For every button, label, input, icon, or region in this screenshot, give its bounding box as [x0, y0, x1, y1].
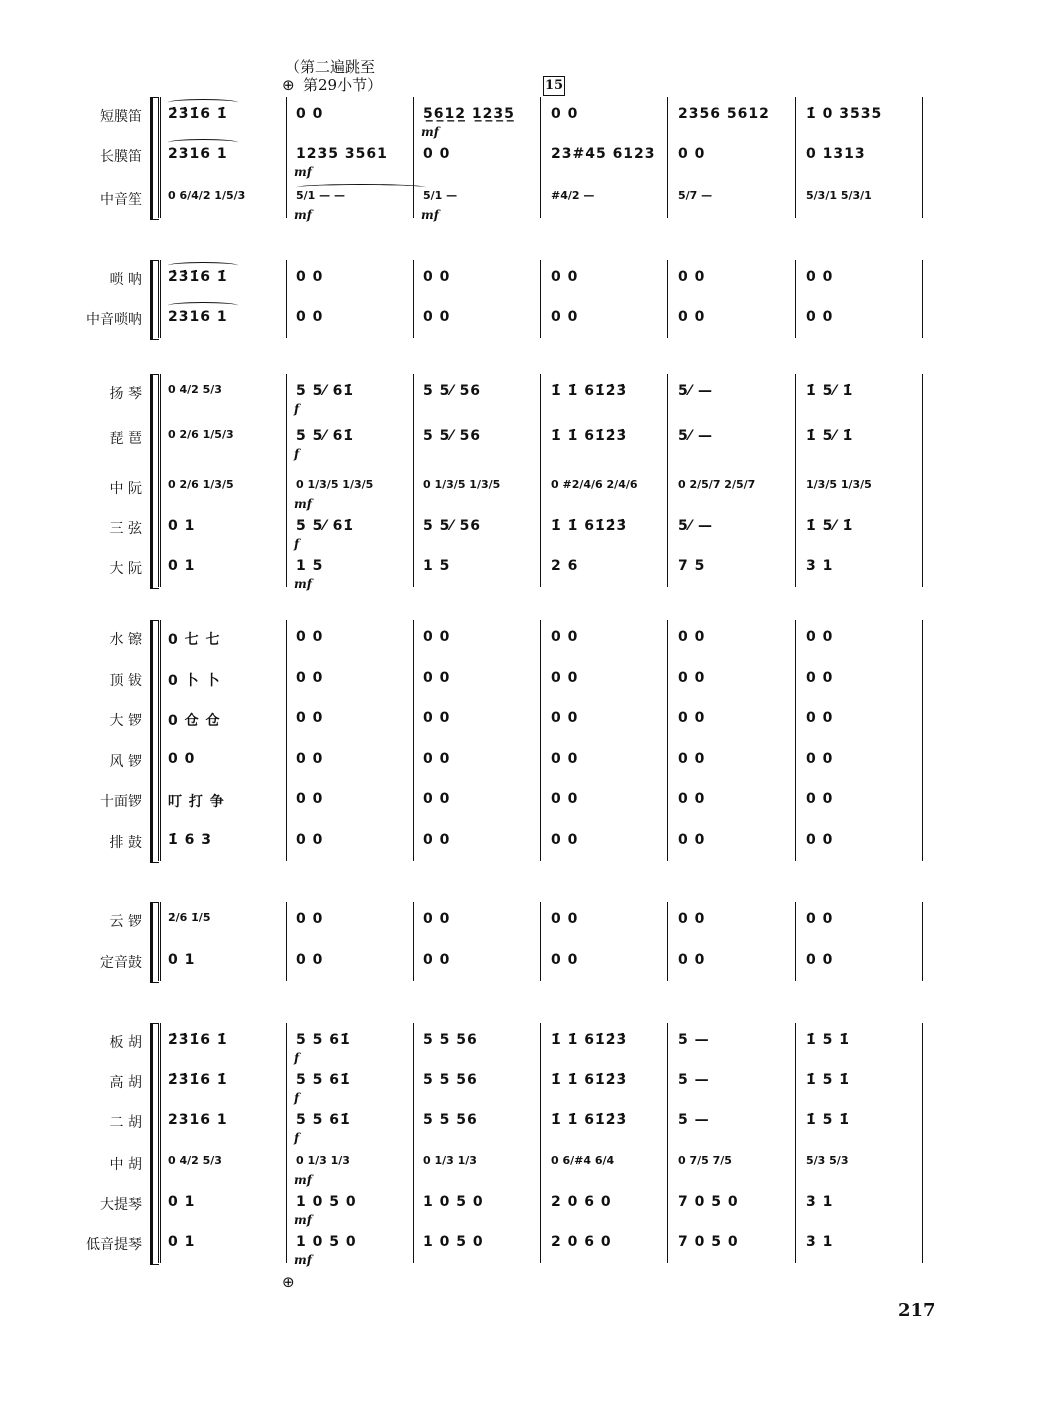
- measure-cell: 0 0: [423, 629, 451, 645]
- measure-cell: 0 1/3/5 1/3/5: [296, 478, 374, 491]
- dynamic-mark: mf: [294, 208, 312, 222]
- barline: [413, 1023, 414, 1263]
- instrument-name: 板 胡: [109, 1035, 142, 1051]
- page-number: 217: [898, 1300, 936, 1321]
- group-brace-line: [158, 260, 159, 338]
- instrument-name: 中音笙: [100, 192, 142, 208]
- measure-cell: 5 5⁄ 61̇: [296, 428, 355, 444]
- barline: [160, 260, 161, 338]
- barline: [922, 374, 923, 587]
- measure-cell: 0 1: [168, 1234, 196, 1250]
- measure-cell: 7 0 5 0: [678, 1234, 739, 1250]
- measure-cell: 5 —: [678, 1112, 710, 1128]
- measure-cell: 1̇ 1̇ 61̇2̇3̇: [551, 1112, 628, 1128]
- measure-cell: 5/3/1 5/3/1: [806, 189, 872, 202]
- barline: [795, 1023, 796, 1263]
- measure-cell: 3 1: [806, 558, 834, 574]
- measure-cell: 0 0: [296, 670, 324, 686]
- rehearsal-mark: 15: [543, 76, 565, 96]
- measure-cell: 0 0: [423, 952, 451, 968]
- barline: [795, 620, 796, 861]
- barline: [286, 260, 287, 338]
- measure-cell: 0 1/3/5 1/3/5: [423, 478, 501, 491]
- instrument-name: 风 锣: [109, 754, 142, 770]
- measure-cell: 0 0: [423, 710, 451, 726]
- jump-note-line2: 第29小节）: [303, 76, 383, 94]
- barline: [922, 620, 923, 861]
- measure-cell: 1̇ 5 1̇: [806, 1032, 850, 1048]
- measure-cell: 0 0: [806, 629, 834, 645]
- instrument-name: 三 弦: [109, 521, 142, 537]
- barline: [286, 374, 287, 587]
- measure-cell: 0 0: [678, 911, 706, 927]
- measure-cell: 0 0: [551, 751, 579, 767]
- measure-cell: 0 1: [168, 558, 196, 574]
- measure-cell: 5 5⁄ 56: [423, 428, 482, 444]
- measure-cell: 0 0: [423, 751, 451, 767]
- measure-cell: 1̇ 5 1̇: [806, 1112, 850, 1128]
- measure-cell: 0 1313: [806, 146, 866, 162]
- measure-cell: 1̇ 5⁄ 1̇: [806, 383, 854, 399]
- instrument-name: 定音鼓: [100, 955, 142, 971]
- instrument-name: 唢 呐: [109, 272, 142, 288]
- measure-cell: 5 —: [678, 1072, 710, 1088]
- measure-cell: 0 0: [423, 911, 451, 927]
- measure-cell: 1235 3561: [296, 146, 388, 162]
- measure-cell: #4/2 —: [551, 189, 595, 202]
- measure-cell: 5 5 61̇: [296, 1112, 351, 1128]
- measure-cell: 5 5 61̇: [296, 1032, 351, 1048]
- measure-cell: 3 1: [806, 1234, 834, 1250]
- measure-cell: 1̇ 1̇ 61̇2̇3̇: [551, 518, 628, 534]
- measure-cell: 0 2/6 1/5/3: [168, 428, 234, 441]
- measure-cell: 5⁄ —: [678, 518, 713, 534]
- measure-cell: 1 0 5 0: [296, 1194, 357, 1210]
- slur-mark: [168, 302, 238, 309]
- measure-cell: 1 0 5 0: [296, 1234, 357, 1250]
- measure-cell: 1̇ 5⁄ 1̇: [806, 428, 854, 444]
- measure-cell: 0 2/5/7 2/5/7: [678, 478, 756, 491]
- instrument-name: 中 阮: [109, 481, 142, 497]
- measure-cell: 0 0: [296, 751, 324, 767]
- instrument-name: 二 胡: [109, 1115, 142, 1131]
- measure-cell: 1̇ 1̇ 61̇2̇3̇: [551, 1072, 628, 1088]
- measure-cell: 0 0: [423, 269, 451, 285]
- measure-cell: 0 0: [678, 269, 706, 285]
- barline: [160, 374, 161, 587]
- dynamic-mark: f: [294, 402, 300, 416]
- measure-cell: 0 0: [806, 791, 834, 807]
- measure-cell: 5̲6̲1̲2̲ 1̲2̲3̲5̲: [423, 106, 515, 122]
- barline: [413, 620, 414, 861]
- measure-cell: 0 0: [551, 952, 579, 968]
- measure-cell: 0 4/2 5/3: [168, 1154, 222, 1167]
- measure-cell: 1 5: [296, 558, 324, 574]
- group-brace-line: [158, 374, 159, 587]
- measure-cell: 叮 打 争: [168, 794, 225, 810]
- measure-cell: 5 5 61̇: [296, 1072, 351, 1088]
- measure-cell: 7 0 5 0: [678, 1194, 739, 1210]
- measure-cell: 0 0: [423, 146, 451, 162]
- instrument-name: 中音唢呐: [86, 312, 142, 328]
- instrument-name: 大提琴: [100, 1197, 142, 1213]
- instrument-name: 水 镲: [109, 632, 142, 648]
- barline: [160, 97, 161, 218]
- measure-cell: 1̇ 5 1̇: [806, 1072, 850, 1088]
- measure-cell: 0 0: [678, 670, 706, 686]
- dynamic-mark: mf: [294, 1253, 312, 1267]
- group-brace-line: [158, 97, 159, 218]
- measure-cell: 0 0: [806, 269, 834, 285]
- measure-cell: 1̇ 6 3: [168, 832, 212, 848]
- measure-cell: 0 0: [551, 710, 579, 726]
- measure-cell: 5 5⁄ 61̇: [296, 518, 355, 534]
- dynamic-mark: f: [294, 1051, 300, 1065]
- dynamic-mark: mf: [294, 165, 312, 179]
- barline: [286, 97, 287, 218]
- group-brace-line: [158, 620, 159, 861]
- barline: [413, 260, 414, 338]
- instrument-name: 云 锣: [109, 914, 142, 930]
- measure-cell: 5 5 56: [423, 1072, 478, 1088]
- measure-cell: 1̇ 5⁄ 1̇: [806, 518, 854, 534]
- measure-cell: 0 0: [551, 832, 579, 848]
- measure-cell: 2̇3̇1̇6 1̇: [168, 1072, 228, 1088]
- measure-cell: 0 0: [296, 106, 324, 122]
- measure-cell: 0 0: [678, 952, 706, 968]
- measure-cell: 0 0: [296, 269, 324, 285]
- dynamic-mark: f: [294, 1131, 300, 1145]
- barline: [286, 1023, 287, 1263]
- measure-cell: 0 0: [551, 791, 579, 807]
- instrument-name: 扬 琴: [109, 386, 142, 402]
- measure-cell: 5⁄ —: [678, 428, 713, 444]
- measure-cell: 0 0: [806, 670, 834, 686]
- measure-cell: 1 5: [423, 558, 451, 574]
- measure-cell: 0 0: [678, 751, 706, 767]
- measure-cell: 5/1 — —: [296, 189, 345, 202]
- barline: [413, 374, 414, 587]
- instrument-name: 顶 钹: [109, 673, 142, 689]
- measure-cell: 2̇/6 1̇/5: [168, 911, 211, 924]
- barline: [667, 97, 668, 218]
- measure-cell: 5/7 —: [678, 189, 713, 202]
- measure-cell: 1/3/5 1/3/5: [806, 478, 872, 491]
- dynamic-mark: mf: [421, 208, 439, 222]
- group-brace-line: [158, 1023, 159, 1263]
- dynamic-mark: mf: [294, 1213, 312, 1227]
- measure-cell: 1̇ 0 3535: [806, 106, 883, 122]
- measure-cell: 2 0 6 0: [551, 1194, 612, 1210]
- measure-cell: 0 1: [168, 1194, 196, 1210]
- measure-cell: 2̇3̇1̇6 1̇: [168, 269, 228, 285]
- measure-cell: 1 0 5 0: [423, 1234, 484, 1250]
- dynamic-mark: f: [294, 1091, 300, 1105]
- measure-cell: 0 0: [423, 832, 451, 848]
- measure-cell: 2̇3̇1̇6 1̇: [168, 1032, 228, 1048]
- measure-cell: 0 0: [168, 751, 196, 767]
- instrument-name: 短膜笛: [100, 109, 142, 125]
- measure-cell: 2 6: [551, 558, 579, 574]
- barline: [922, 1023, 923, 1263]
- measure-cell: 3 1: [806, 1194, 834, 1210]
- instrument-name: 中 胡: [109, 1157, 142, 1173]
- jump-instruction: [285, 58, 382, 94]
- measure-cell: 0 0: [806, 911, 834, 927]
- instrument-name: 大 锣: [109, 713, 142, 729]
- barline: [160, 620, 161, 861]
- measure-cell: 0 0: [678, 832, 706, 848]
- barline: [540, 97, 541, 218]
- measure-cell: 0 0: [423, 791, 451, 807]
- slur-mark: [168, 139, 238, 146]
- measure-cell: 5/3 5/3: [806, 1154, 849, 1167]
- measure-cell: 0 #2/4/6 2/4/6: [551, 478, 638, 491]
- measure-cell: 23#45 6123: [551, 146, 656, 162]
- measure-cell: 2316 1: [168, 1112, 228, 1128]
- measure-cell: 7 5: [678, 558, 706, 574]
- measure-cell: 5 5⁄ 56: [423, 518, 482, 534]
- instrument-name: 高 胡: [109, 1075, 142, 1091]
- measure-cell: 5 5⁄ 56: [423, 383, 482, 399]
- barline: [540, 1023, 541, 1263]
- measure-cell: 0 仓 仓: [168, 713, 221, 729]
- barline: [413, 97, 414, 218]
- tie-mark: [296, 184, 426, 191]
- barline: [540, 620, 541, 861]
- measure-cell: 1̇ 1̇ 61̇2̇3̇: [551, 383, 628, 399]
- measure-cell: 0 卜 卜: [168, 673, 221, 689]
- measure-cell: 0 1/3 1/3: [423, 1154, 477, 1167]
- instrument-name: 低音提琴: [86, 1237, 142, 1253]
- measure-cell: 0 0: [296, 629, 324, 645]
- measure-cell: 0 4/2 5/3: [168, 383, 222, 396]
- measure-cell: 0 0: [296, 791, 324, 807]
- barline: [667, 902, 668, 981]
- measure-cell: 0 2/6 1/3/5: [168, 478, 234, 491]
- measure-cell: 5/1 —: [423, 189, 458, 202]
- measure-cell: 0 七 七: [168, 632, 221, 648]
- segno-bottom: ⊕: [282, 1273, 295, 1291]
- measure-cell: 0 0: [678, 710, 706, 726]
- barline: [540, 260, 541, 338]
- measure-cell: 5 5 56: [423, 1112, 478, 1128]
- measure-cell: 0 1/3 1/3: [296, 1154, 350, 1167]
- measure-cell: 0 1: [168, 952, 196, 968]
- instrument-name: 排 鼓: [109, 835, 142, 851]
- measure-cell: 1 0 5 0: [423, 1194, 484, 1210]
- measure-cell: 0 0: [806, 751, 834, 767]
- measure-cell: 0 6/4/2 1/5/3: [168, 189, 246, 202]
- barline: [795, 374, 796, 587]
- measure-cell: 0 0: [551, 629, 579, 645]
- measure-cell: 0 0: [551, 309, 579, 325]
- barline: [286, 902, 287, 981]
- measure-cell: 2316 1: [168, 309, 228, 325]
- instrument-name: 十面锣: [100, 794, 142, 810]
- measure-cell: 0 0: [296, 309, 324, 325]
- slur-mark: [168, 99, 238, 106]
- barline: [667, 374, 668, 587]
- measure-cell: 2356 5612: [678, 106, 770, 122]
- measure-cell: 0 0: [551, 670, 579, 686]
- instrument-name: 琵 琶: [109, 431, 142, 447]
- measure-cell: 0 0: [551, 911, 579, 927]
- group-brace-line: [158, 902, 159, 981]
- measure-cell: 0 0: [678, 629, 706, 645]
- measure-cell: 0 0: [296, 832, 324, 848]
- measure-cell: 0 0: [423, 309, 451, 325]
- measure-cell: 0 0: [678, 791, 706, 807]
- dynamic-mark: f: [294, 537, 300, 551]
- measure-cell: 0 0: [296, 952, 324, 968]
- barline: [540, 902, 541, 981]
- measure-cell: 5 5 56: [423, 1032, 478, 1048]
- instrument-name: 长膜笛: [100, 149, 142, 165]
- segno-top: ⊕: [282, 76, 295, 94]
- measure-cell: 0 0: [296, 911, 324, 927]
- measure-cell: 1̇ 1̇ 61̇2̇3̇: [551, 1032, 628, 1048]
- measure-cell: 5 —: [678, 1032, 710, 1048]
- barline: [667, 620, 668, 861]
- measure-cell: 0 0: [678, 146, 706, 162]
- measure-cell: 0 0: [806, 952, 834, 968]
- barline: [160, 902, 161, 981]
- dynamic-mark: mf: [294, 497, 312, 511]
- measure-cell: 0 0: [296, 710, 324, 726]
- measure-cell: 0 0: [806, 832, 834, 848]
- measure-cell: 0 0: [806, 309, 834, 325]
- measure-cell: 0 0: [551, 269, 579, 285]
- measure-cell: 0 0: [678, 309, 706, 325]
- measure-cell: 0 1: [168, 518, 196, 534]
- barline: [795, 97, 796, 218]
- barline: [922, 260, 923, 338]
- barline: [795, 260, 796, 338]
- measure-cell: 0 0: [806, 710, 834, 726]
- measure-cell: 2̇3̇1̇6 1̇: [168, 106, 228, 122]
- measure-cell: 0 6/#4 6/4: [551, 1154, 615, 1167]
- barline: [667, 1023, 668, 1263]
- dynamic-mark: f: [294, 447, 300, 461]
- measure-cell: 5⁄ —: [678, 383, 713, 399]
- barline: [160, 1023, 161, 1263]
- barline: [413, 902, 414, 981]
- measure-cell: 0 0: [551, 106, 579, 122]
- dynamic-mark: mf: [294, 1173, 312, 1187]
- measure-cell: 5 5⁄ 61̇: [296, 383, 355, 399]
- measure-cell: 2 0 6 0: [551, 1234, 612, 1250]
- dynamic-mark: mf: [421, 125, 439, 139]
- barline: [922, 902, 923, 981]
- measure-cell: 0 7/5 7/5: [678, 1154, 732, 1167]
- barline: [795, 902, 796, 981]
- instrument-name: 大 阮: [109, 561, 142, 577]
- measure-cell: 2316 1: [168, 146, 228, 162]
- barline: [286, 620, 287, 861]
- barline: [667, 260, 668, 338]
- measure-cell: 0 0: [423, 670, 451, 686]
- barline: [540, 374, 541, 587]
- measure-cell: 1̇ 1̇ 61̇2̇3̇: [551, 428, 628, 444]
- barline: [922, 97, 923, 218]
- slur-mark: [168, 262, 238, 269]
- dynamic-mark: mf: [294, 577, 312, 591]
- jump-note-line1: （第二遍跳至: [285, 58, 376, 76]
